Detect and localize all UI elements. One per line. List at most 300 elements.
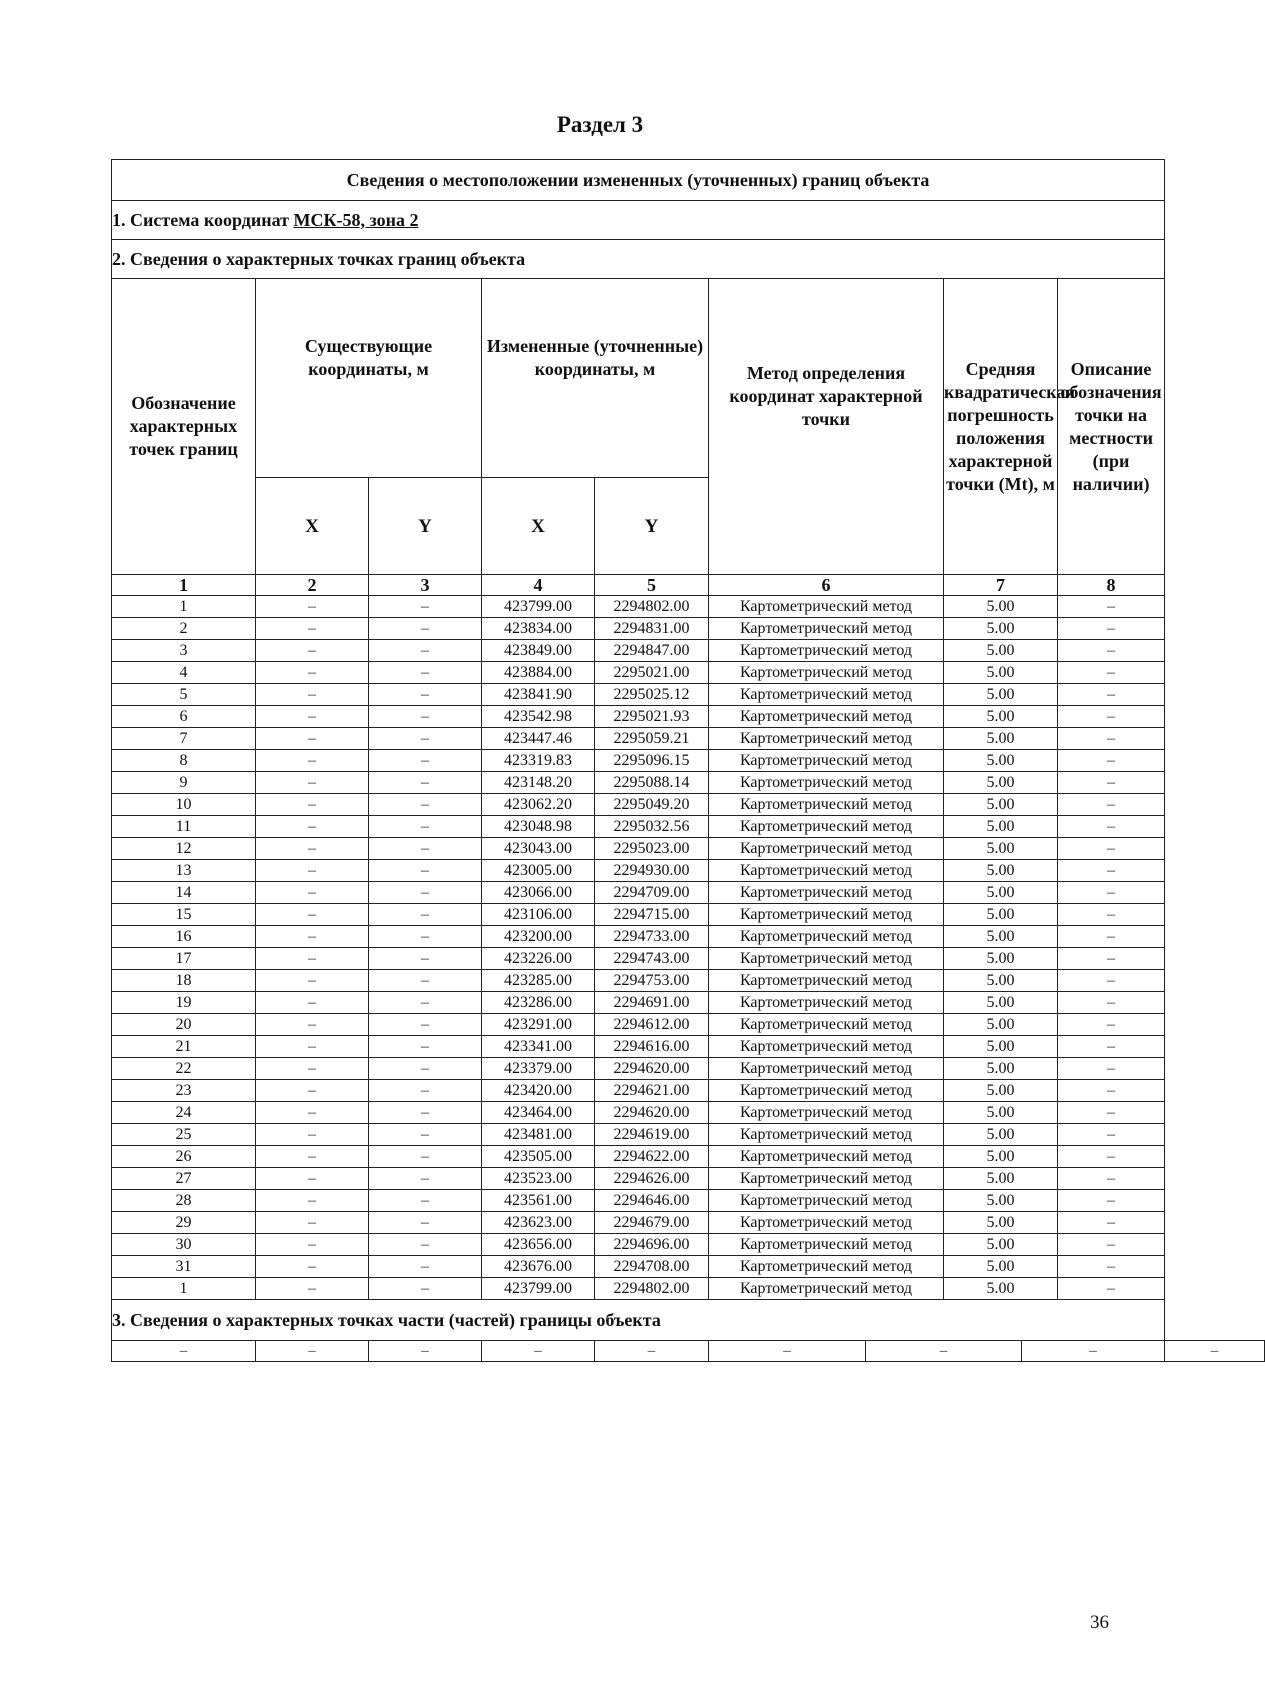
header-existing-y: Y <box>369 478 482 575</box>
header-description: Описание обозначения точки на местности (при наличии) <box>1058 279 1165 575</box>
table-cell: 4 <box>112 662 256 684</box>
table-cell: 423226.00 <box>482 948 595 970</box>
header-changed-x: X <box>482 478 595 575</box>
table-cell: 23 <box>112 1080 256 1102</box>
table-cell: Картометрический метод <box>709 1014 944 1036</box>
table-cell: 5.00 <box>944 640 1058 662</box>
table-cell: – <box>1058 728 1165 750</box>
table-cell: 5.00 <box>944 662 1058 684</box>
table-cell: – <box>369 948 482 970</box>
table-row <box>112 596 1165 618</box>
table-cell: 423341.00 <box>482 1036 595 1058</box>
table-cell: Картометрический метод <box>709 662 944 684</box>
table-cell: – <box>1058 640 1165 662</box>
table-cell: 2295032.56 <box>595 816 709 838</box>
table-cell: Картометрический метод <box>709 948 944 970</box>
table-cell: – <box>1058 596 1165 618</box>
table-cell: – <box>256 926 369 948</box>
table-cell: 2 <box>112 618 256 640</box>
table-cell: 423066.00 <box>482 882 595 904</box>
table-cell: – <box>369 750 482 772</box>
table-cell: – <box>369 728 482 750</box>
table-cell: 2294621.00 <box>595 1080 709 1102</box>
table-cell: – <box>1058 992 1165 1014</box>
table-cell: – <box>256 596 369 618</box>
table-cell: – <box>256 1190 369 1212</box>
table-cell: 423481.00 <box>482 1124 595 1146</box>
table-cell: – <box>1058 1102 1165 1124</box>
table-cell: 5.00 <box>944 1256 1058 1278</box>
table-cell: 2294616.00 <box>595 1036 709 1058</box>
table-row <box>112 948 1165 970</box>
table-cell: – <box>1058 1058 1165 1080</box>
table-cell: – <box>256 1256 369 1278</box>
table-cell: – <box>369 1278 482 1300</box>
table-cell: 5.00 <box>944 1146 1058 1168</box>
table-row <box>112 1234 1165 1256</box>
table-cell: – <box>256 1036 369 1058</box>
table-cell: Картометрический метод <box>709 1102 944 1124</box>
table-cell: 2294696.00 <box>595 1234 709 1256</box>
table-cell: 5.00 <box>944 926 1058 948</box>
table-cell: – <box>1058 948 1165 970</box>
table-cell: 423200.00 <box>482 926 595 948</box>
table-cell: 2294715.00 <box>595 904 709 926</box>
table-row <box>112 794 1165 816</box>
table-cell: Картометрический метод <box>709 816 944 838</box>
table-cell: – <box>1058 1014 1165 1036</box>
table-cell: – <box>256 772 369 794</box>
table-row <box>112 904 1165 926</box>
column-number: 2 <box>256 575 369 596</box>
table-cell: 2295021.00 <box>595 662 709 684</box>
table-cell: 24 <box>112 1102 256 1124</box>
table-cell: – <box>256 1168 369 1190</box>
column-number: 1 <box>112 575 256 596</box>
table-cell: 423285.00 <box>482 970 595 992</box>
table-cell: Картометрический метод <box>709 1124 944 1146</box>
table-cell: 28 <box>112 1190 256 1212</box>
table-cell: 2295021.93 <box>595 706 709 728</box>
section3-cell: – <box>595 1341 709 1362</box>
table-cell: 2294743.00 <box>595 948 709 970</box>
table-cell: – <box>256 992 369 1014</box>
table-cell: 2294753.00 <box>595 970 709 992</box>
table-cell: Картометрический метод <box>709 750 944 772</box>
table-cell: 1 <box>112 596 256 618</box>
table-cell: 2295088.14 <box>595 772 709 794</box>
table-cell: – <box>1058 860 1165 882</box>
table-row <box>112 1124 1165 1146</box>
table-cell: 423656.00 <box>482 1234 595 1256</box>
table-cell: – <box>1058 684 1165 706</box>
table-row <box>112 1080 1165 1102</box>
table-cell: 2295049.20 <box>595 794 709 816</box>
table-cell: 423884.00 <box>482 662 595 684</box>
table-cell: 423447.46 <box>482 728 595 750</box>
table-cell: 5.00 <box>944 618 1058 640</box>
table-cell: – <box>369 618 482 640</box>
table-cell: – <box>256 816 369 838</box>
table-cell: – <box>1058 706 1165 728</box>
table-cell: 7 <box>112 728 256 750</box>
table-cell: – <box>256 1080 369 1102</box>
table-cell: – <box>1058 750 1165 772</box>
table-cell: – <box>369 1168 482 1190</box>
table-cell: 423799.00 <box>482 1278 595 1300</box>
table-cell: 5.00 <box>944 860 1058 882</box>
table-cell: – <box>369 794 482 816</box>
table-cell: 2294708.00 <box>595 1256 709 1278</box>
table-cell: – <box>1058 1146 1165 1168</box>
table-cell: – <box>369 1190 482 1212</box>
table-cell: – <box>256 684 369 706</box>
table-cell: – <box>369 1058 482 1080</box>
table-cell: 5.00 <box>944 1058 1058 1080</box>
table-cell: 2294620.00 <box>595 1102 709 1124</box>
table-cell: – <box>256 662 369 684</box>
table-cell: 2294802.00 <box>595 596 709 618</box>
header-accuracy: Средняя квадратическая погрешность положения характерной точки (Mt), м <box>944 279 1058 575</box>
table-row <box>112 772 1165 794</box>
coord-system-label: 1. Система координат <box>112 209 294 230</box>
header-method: Метод определения координат характерной точки <box>709 279 944 575</box>
table-cell: – <box>256 1234 369 1256</box>
table-cell: – <box>256 1278 369 1300</box>
table-cell: – <box>256 1146 369 1168</box>
table-cell: 423834.00 <box>482 618 595 640</box>
table-cell: 19 <box>112 992 256 1014</box>
table-cell: Картометрический метод <box>709 926 944 948</box>
table-cell: 423420.00 <box>482 1080 595 1102</box>
table-cell: 5.00 <box>944 596 1058 618</box>
table-cell: 2294612.00 <box>595 1014 709 1036</box>
table-cell: – <box>256 640 369 662</box>
table-cell: 423148.20 <box>482 772 595 794</box>
table-cell: – <box>1058 1256 1165 1278</box>
table-cell: 25 <box>112 1124 256 1146</box>
table-cell: Картометрический метод <box>709 794 944 816</box>
table-cell: – <box>1058 794 1165 816</box>
table-cell: 22 <box>112 1058 256 1080</box>
table-row <box>112 684 1165 706</box>
table-row <box>112 1036 1165 1058</box>
table-row <box>112 1014 1165 1036</box>
table-cell: 423623.00 <box>482 1212 595 1234</box>
header-changed-y: Y <box>595 478 709 575</box>
table-cell: – <box>369 1014 482 1036</box>
table-cell: Картометрический метод <box>709 970 944 992</box>
column-number: 5 <box>595 575 709 596</box>
page-title: Раздел 3 <box>556 112 644 137</box>
table-cell: – <box>1058 1190 1165 1212</box>
table-cell: Картометрический метод <box>709 1036 944 1058</box>
table-cell: 16 <box>112 926 256 948</box>
section3-cell: – <box>709 1341 866 1362</box>
table-cell: – <box>369 640 482 662</box>
table-cell: 2294709.00 <box>595 882 709 904</box>
table-cell: 423841.90 <box>482 684 595 706</box>
section3-cell: – <box>256 1341 369 1362</box>
table-cell: – <box>369 596 482 618</box>
table-cell: – <box>369 992 482 1014</box>
column-number-row <box>112 575 1165 596</box>
table-cell: 5.00 <box>944 1080 1058 1102</box>
table-cell: – <box>369 904 482 926</box>
table-cell: 21 <box>112 1036 256 1058</box>
table-cell: 2294619.00 <box>595 1124 709 1146</box>
section3-empty-row <box>112 1341 1265 1362</box>
table-cell: Картометрический метод <box>709 1080 944 1102</box>
table-cell: Картометрический метод <box>709 728 944 750</box>
table-cell: 2294930.00 <box>595 860 709 882</box>
table-cell: – <box>256 1124 369 1146</box>
table-row <box>112 618 1165 640</box>
section3-cell: – <box>112 1341 256 1362</box>
table-cell: – <box>369 838 482 860</box>
table-cell: 17 <box>112 948 256 970</box>
table-cell: Картометрический метод <box>709 1190 944 1212</box>
table-cell: 2294733.00 <box>595 926 709 948</box>
table-cell: 31 <box>112 1256 256 1278</box>
table-cell: Картометрический метод <box>709 618 944 640</box>
table-cell: Картометрический метод <box>709 1234 944 1256</box>
table-cell: Картометрический метод <box>709 1278 944 1300</box>
table-cell: 423291.00 <box>482 1014 595 1036</box>
table-cell: – <box>256 904 369 926</box>
point-rows <box>112 596 1165 1300</box>
section2-title: 2. Сведения о характерных точках границ объекта <box>112 240 1165 279</box>
table-cell: 5.00 <box>944 728 1058 750</box>
table-cell: – <box>256 838 369 860</box>
table-cell: 5.00 <box>944 1234 1058 1256</box>
table-row <box>112 662 1165 684</box>
table-cell: 12 <box>112 838 256 860</box>
table-cell: 5.00 <box>944 1036 1058 1058</box>
table-row <box>112 1190 1165 1212</box>
table-cell: – <box>256 1102 369 1124</box>
table-cell: 5.00 <box>944 1190 1058 1212</box>
table-cell: 5.00 <box>944 1124 1058 1146</box>
table-cell: – <box>369 772 482 794</box>
table-cell: 2294679.00 <box>595 1212 709 1234</box>
table-cell: – <box>1058 1234 1165 1256</box>
table-cell: Картометрический метод <box>709 772 944 794</box>
table-cell: Картометрический метод <box>709 706 944 728</box>
table-cell: – <box>369 970 482 992</box>
table-cell: 423505.00 <box>482 1146 595 1168</box>
table-cell: – <box>369 1080 482 1102</box>
table-cell: 30 <box>112 1234 256 1256</box>
table-cell: 423799.00 <box>482 596 595 618</box>
table-cell: – <box>369 882 482 904</box>
column-number: 7 <box>944 575 1058 596</box>
table-row <box>112 926 1165 948</box>
section3-cell: – <box>1022 1341 1165 1362</box>
table-cell: – <box>369 1102 482 1124</box>
table-cell: 20 <box>112 1014 256 1036</box>
table-cell: 5.00 <box>944 1014 1058 1036</box>
table-cell: – <box>1058 1036 1165 1058</box>
table-row <box>112 882 1165 904</box>
table-cell: 5 <box>112 684 256 706</box>
table-cell: – <box>1058 1124 1165 1146</box>
table-cell: 29 <box>112 1212 256 1234</box>
table-cell: – <box>256 970 369 992</box>
table-cell: 5.00 <box>944 1212 1058 1234</box>
table-cell: 2294620.00 <box>595 1058 709 1080</box>
table-cell: 5.00 <box>944 684 1058 706</box>
table-cell: 423286.00 <box>482 992 595 1014</box>
table-cell: – <box>369 1234 482 1256</box>
table-row <box>112 706 1165 728</box>
table-cell: Картометрический метод <box>709 640 944 662</box>
table-cell: – <box>1058 1278 1165 1300</box>
table-cell: – <box>1058 1212 1165 1234</box>
table-cell: Картометрический метод <box>709 992 944 1014</box>
table-cell: 5.00 <box>944 904 1058 926</box>
column-number: 8 <box>1058 575 1165 596</box>
table-row <box>112 1256 1165 1278</box>
table-cell: Картометрический метод <box>709 904 944 926</box>
table-cell: – <box>369 1256 482 1278</box>
table-cell: – <box>369 816 482 838</box>
table-cell: – <box>256 1212 369 1234</box>
column-number: 4 <box>482 575 595 596</box>
table-cell: Картометрический метод <box>709 1146 944 1168</box>
table-cell: 3 <box>112 640 256 662</box>
table-cell: 27 <box>112 1168 256 1190</box>
table-cell: – <box>256 882 369 904</box>
section3-cell: – <box>866 1341 1022 1362</box>
table-cell: Картометрический метод <box>709 596 944 618</box>
table-cell: 5.00 <box>944 772 1058 794</box>
table-cell: – <box>1058 816 1165 838</box>
table-row <box>112 860 1165 882</box>
column-number: 3 <box>369 575 482 596</box>
table-cell: 13 <box>112 860 256 882</box>
column-number: 6 <box>709 575 944 596</box>
table-cell: 423062.20 <box>482 794 595 816</box>
table-cell: Картометрический метод <box>709 882 944 904</box>
table-cell: 5.00 <box>944 992 1058 1014</box>
table-cell: – <box>1058 1168 1165 1190</box>
table-cell: 423523.00 <box>482 1168 595 1190</box>
table-cell: – <box>369 860 482 882</box>
table-cell: 2294831.00 <box>595 618 709 640</box>
table-cell: 9 <box>112 772 256 794</box>
table-cell: 2295096.15 <box>595 750 709 772</box>
table-cell: – <box>256 1014 369 1036</box>
table-cell: 423048.98 <box>482 816 595 838</box>
table-row <box>112 1278 1165 1300</box>
header-changed-coords: Измененные (уточненные) координаты, м <box>482 279 709 478</box>
table-cell: – <box>369 1036 482 1058</box>
table-cell: 5.00 <box>944 1278 1058 1300</box>
table-row <box>112 750 1165 772</box>
table-cell: Картометрический метод <box>709 838 944 860</box>
table-cell: 423849.00 <box>482 640 595 662</box>
table-caption: Сведения о местоположении измененных (уточненных) границ объекта <box>112 160 1165 201</box>
table-cell: 423043.00 <box>482 838 595 860</box>
header-designation: Обозначение характерных точек границ <box>112 279 256 575</box>
table-cell: Картометрический метод <box>709 1058 944 1080</box>
table-cell: – <box>369 662 482 684</box>
table-cell: Картометрический метод <box>709 1256 944 1278</box>
table-cell: 2294802.00 <box>595 1278 709 1300</box>
table-cell: – <box>256 860 369 882</box>
boundary-table-frame <box>111 159 1219 1362</box>
table-cell: – <box>369 684 482 706</box>
table-cell: 2295025.12 <box>595 684 709 706</box>
table-cell: – <box>1058 904 1165 926</box>
header-existing-coords: Существующие координаты, м <box>256 279 482 478</box>
table-cell: Картометрический метод <box>709 1168 944 1190</box>
table-row <box>112 728 1165 750</box>
table-cell: 6 <box>112 706 256 728</box>
table-cell: – <box>256 706 369 728</box>
table-cell: – <box>256 948 369 970</box>
table-cell: Картометрический метод <box>709 1212 944 1234</box>
table-cell: 423106.00 <box>482 904 595 926</box>
table-cell: 423542.98 <box>482 706 595 728</box>
table-cell: – <box>1058 926 1165 948</box>
table-cell: 5.00 <box>944 970 1058 992</box>
table-cell: – <box>256 618 369 640</box>
table-cell: – <box>1058 970 1165 992</box>
table-cell: – <box>1058 1080 1165 1102</box>
table-cell: 5.00 <box>944 750 1058 772</box>
table-cell: 2294626.00 <box>595 1168 709 1190</box>
section3-table <box>111 1340 1265 1362</box>
table-cell: 2295059.21 <box>595 728 709 750</box>
table-cell: – <box>256 750 369 772</box>
section3-cell: – <box>482 1341 595 1362</box>
table-cell: 5.00 <box>944 1102 1058 1124</box>
table-cell: 11 <box>112 816 256 838</box>
table-cell: – <box>369 706 482 728</box>
table-cell: 5.00 <box>944 948 1058 970</box>
page-number: 36 <box>1090 1612 1109 1633</box>
coord-system-value: МСК-58, зона 2 <box>293 209 419 230</box>
section3-cell: – <box>1165 1341 1265 1362</box>
table-row <box>112 640 1165 662</box>
table-cell: 26 <box>112 1146 256 1168</box>
table-cell: 18 <box>112 970 256 992</box>
table-cell: 5.00 <box>944 706 1058 728</box>
table-row <box>112 1102 1165 1124</box>
table-cell: – <box>256 728 369 750</box>
table-cell: – <box>369 1212 482 1234</box>
coord-system-row <box>112 201 1165 240</box>
boundary-points-table <box>111 159 1165 1341</box>
table-cell: 2294646.00 <box>595 1190 709 1212</box>
table-cell: 5.00 <box>944 1168 1058 1190</box>
table-cell: 5.00 <box>944 816 1058 838</box>
table-cell: 2294622.00 <box>595 1146 709 1168</box>
table-cell: – <box>369 926 482 948</box>
table-cell: 423379.00 <box>482 1058 595 1080</box>
table-cell: 423676.00 <box>482 1256 595 1278</box>
table-cell: 423561.00 <box>482 1190 595 1212</box>
table-row <box>112 992 1165 1014</box>
table-row <box>112 1168 1165 1190</box>
section3-title: 3. Сведения о характерных точках части (частей) границы объекта <box>112 1300 1165 1341</box>
section3-cell: – <box>369 1341 482 1362</box>
table-row <box>112 970 1165 992</box>
table-cell: Картометрический метод <box>709 684 944 706</box>
table-cell: 1 <box>112 1278 256 1300</box>
